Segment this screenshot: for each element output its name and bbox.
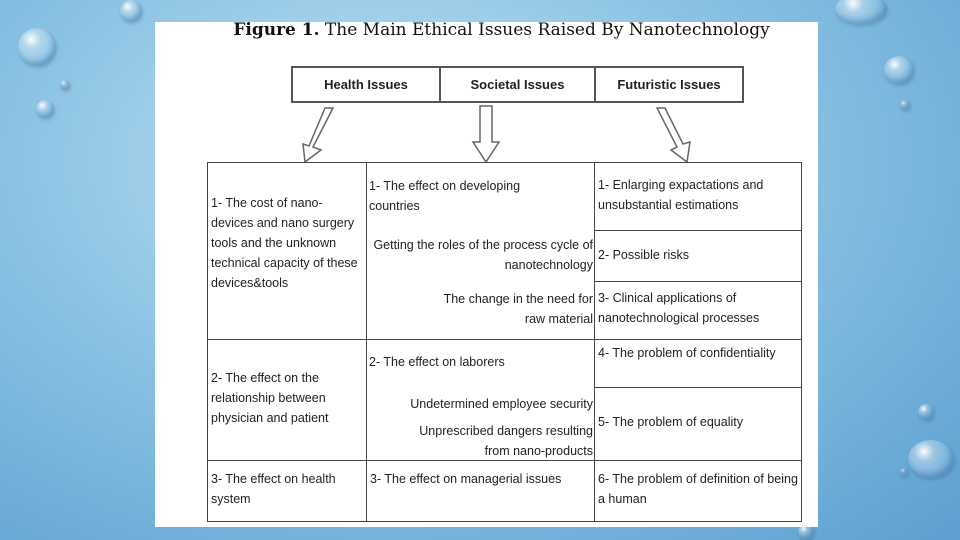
health-cell-1 (207, 162, 367, 340)
futuristic-issue-1: 1- Enlarging expactations and unsubstantial estimations (598, 178, 764, 212)
down-arrow-health-icon (303, 108, 333, 162)
health-issue-2: 2- The effect on the relationship between physician and patient (211, 371, 329, 425)
futuristic-issue-3: 3- Clinical applications of nanotechnological processes (598, 291, 760, 325)
header-futuristic-issues: Futuristic Issues (594, 66, 744, 103)
water-droplet-decoration (918, 404, 934, 420)
societal-subissue-2b: Unprescribed dangers resulting from nano-products (419, 424, 593, 458)
header-health-issues: Health Issues (291, 66, 441, 103)
health-issue-3: 3- The effect on health system (211, 472, 336, 506)
figure-title-text: The Main Ethical Issues Raised By Nanotechnology (319, 20, 770, 40)
societal-subissue-1b: The change in the need for raw material (443, 292, 593, 326)
futuristic-cell-6 (594, 460, 802, 522)
figure-title-label: Figure 1. (233, 20, 320, 40)
water-droplet-decoration (900, 468, 908, 476)
health-cell-3 (207, 460, 367, 522)
water-droplet-decoration (60, 80, 70, 90)
futuristic-issue-6: 6- The problem of definition of being a human (598, 472, 798, 506)
water-droplet-decoration (900, 100, 910, 110)
water-droplet-decoration (835, 0, 887, 24)
futuristic-issue-2: 2- Possible risks (598, 248, 689, 262)
futuristic-cell-4 (594, 339, 802, 388)
futuristic-cell-2 (594, 230, 802, 282)
futuristic-issue-4: 4- The problem of confidentiality (598, 346, 776, 360)
down-arrow-futuristic-icon (657, 108, 690, 162)
societal-subissue-2a: Undetermined employee security (410, 397, 593, 411)
futuristic-cell-3 (594, 281, 802, 340)
societal-subissue-1a: Getting the roles of the process cycle of nanotechnology (373, 238, 593, 272)
futuristic-cell-1 (594, 162, 802, 231)
water-droplet-decoration (884, 56, 914, 84)
water-droplet-decoration (36, 100, 54, 118)
figure-image (155, 22, 818, 527)
health-cell-2 (207, 339, 367, 461)
societal-cell-3 (366, 460, 595, 522)
societal-issue-2: 2- The effect on laborers (369, 355, 505, 369)
societal-issue-1: 1- The effect on developing countries (369, 179, 521, 213)
water-droplet-decoration (18, 28, 56, 66)
health-issue-1: 1- The cost of nano-devices and nano surgery tools and the unknown technical capacity of these devices&tools (211, 196, 358, 290)
header-societal-issues: Societal Issues (439, 66, 596, 103)
down-arrows (155, 22, 818, 167)
water-droplet-decoration (908, 440, 954, 478)
societal-issue-3: 3- The effect on managerial issues (370, 472, 562, 486)
futuristic-cell-5 (594, 387, 802, 461)
water-droplet-decoration (120, 0, 142, 22)
futuristic-issue-5: 5- The problem of equality (598, 415, 743, 429)
down-arrow-societal-icon (473, 106, 499, 162)
